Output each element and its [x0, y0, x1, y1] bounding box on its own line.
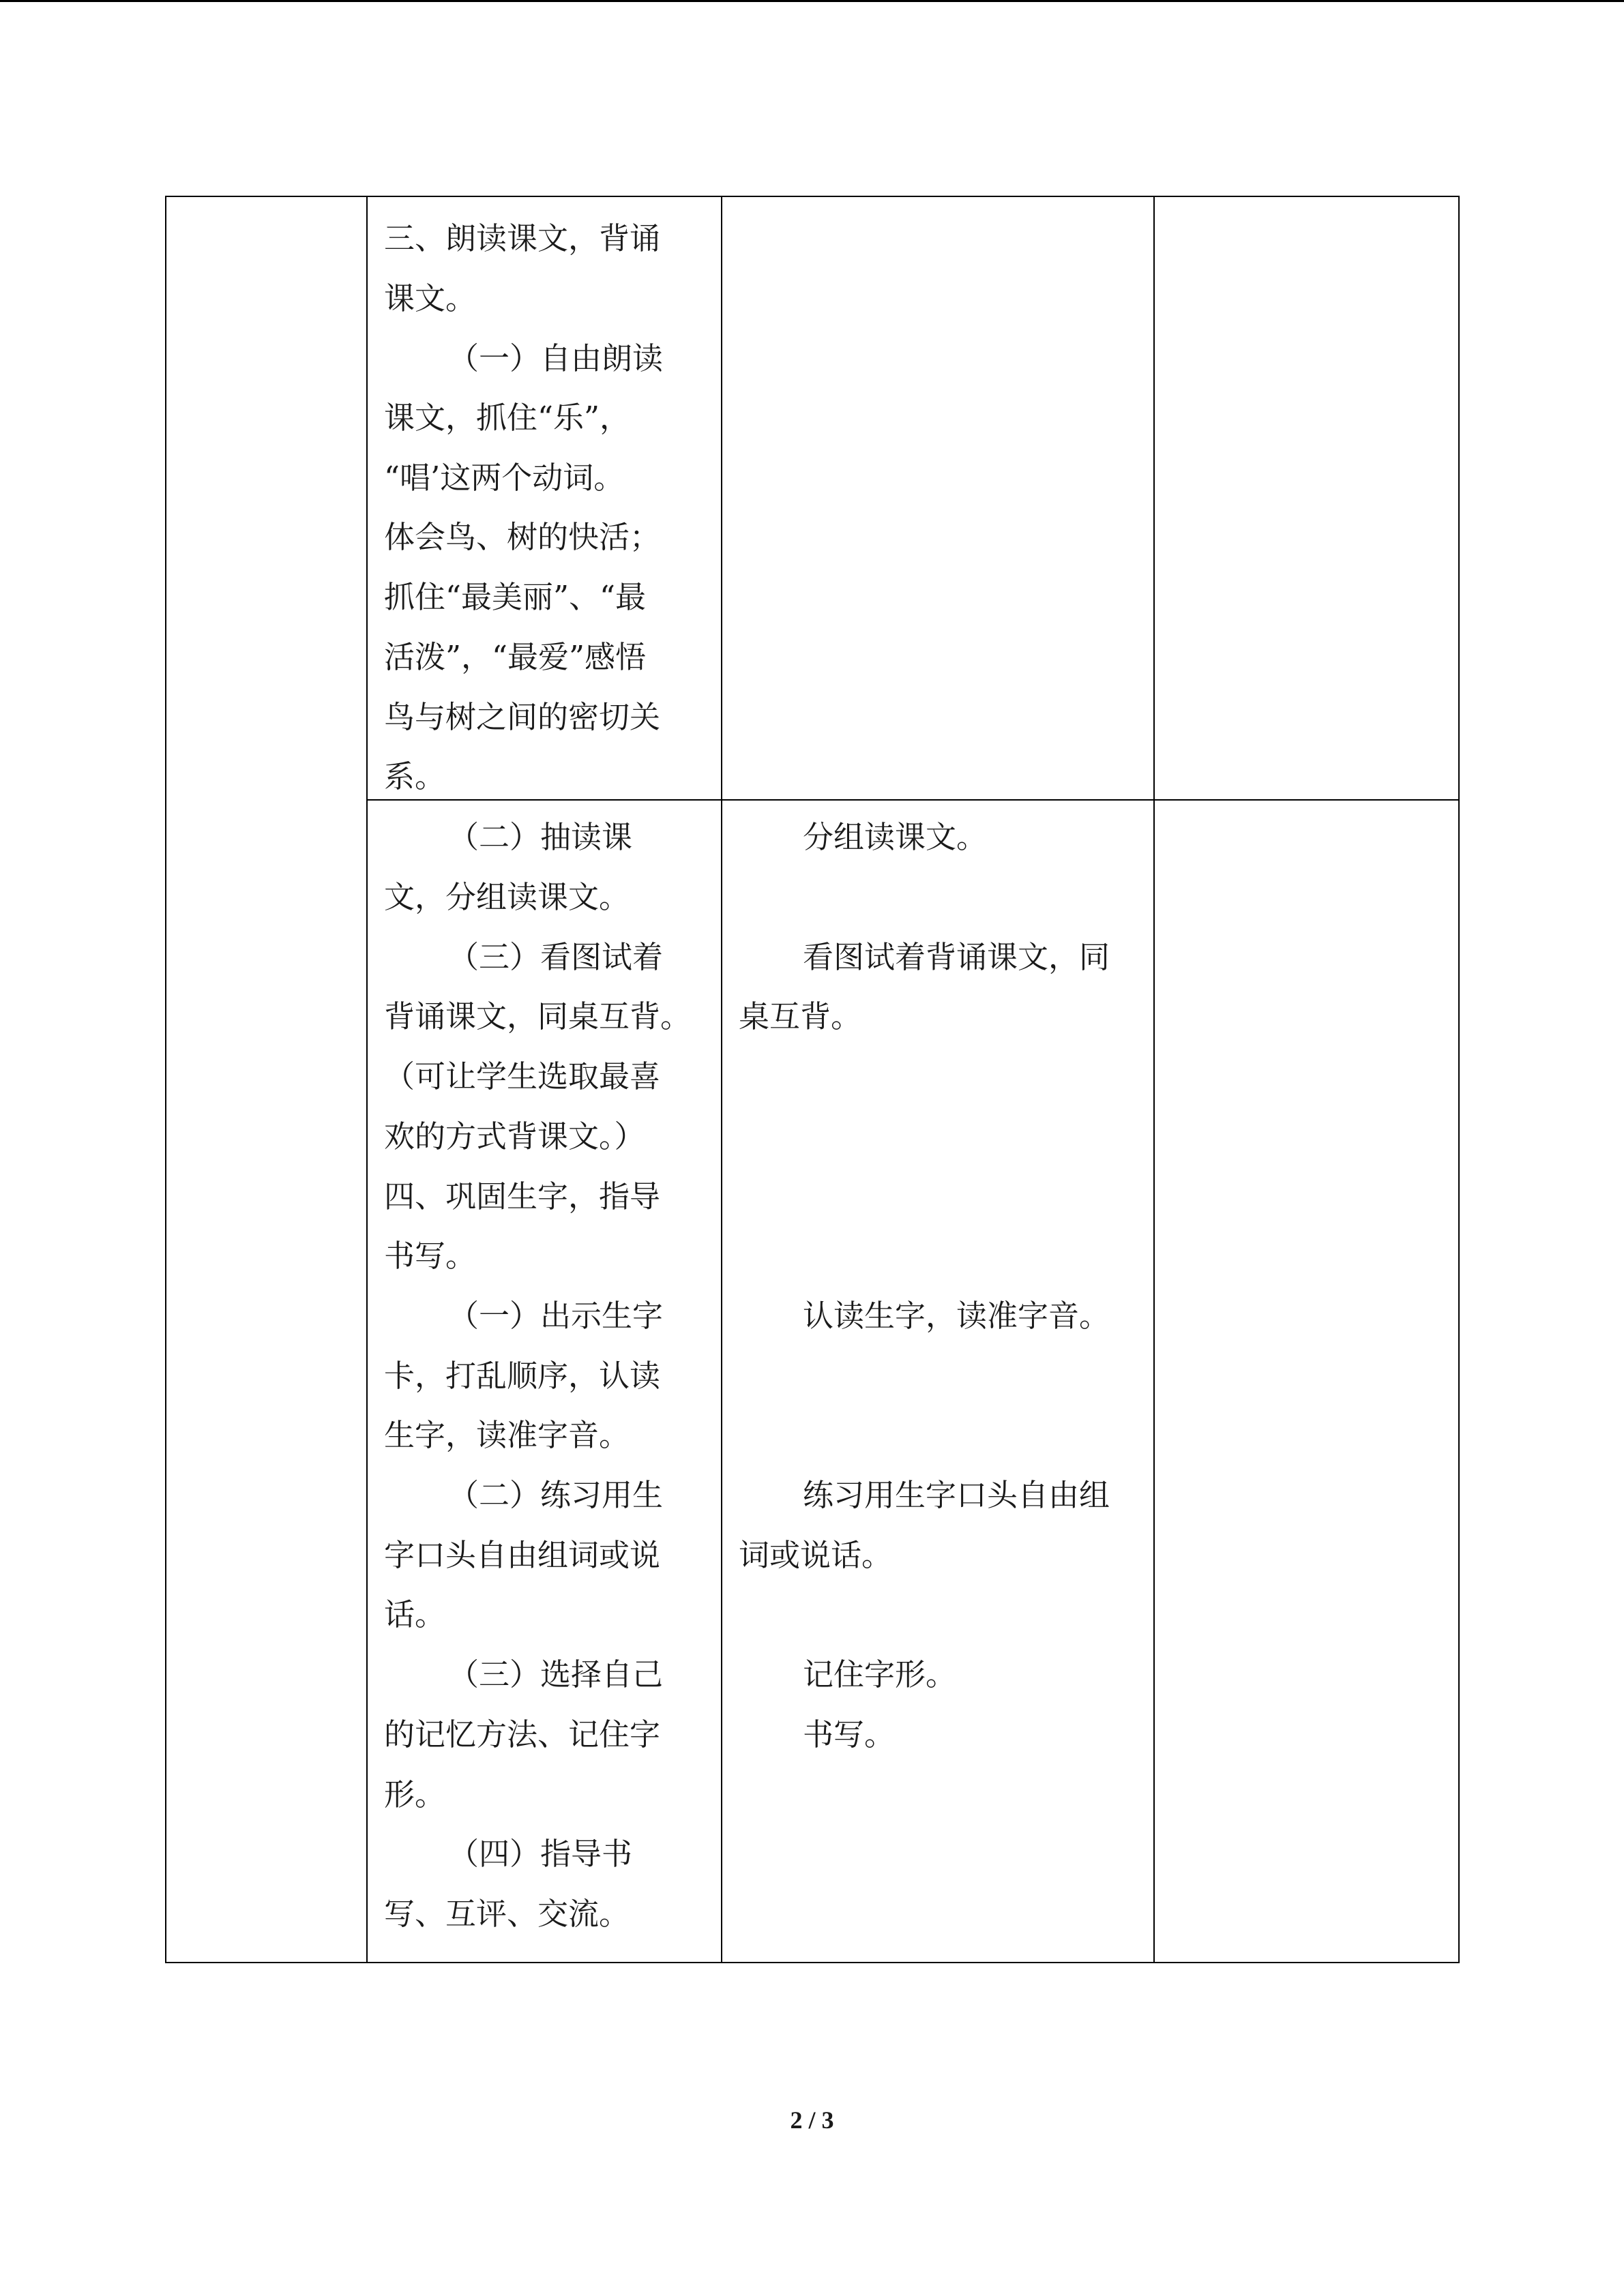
student-activity-line: 练习用生字口头自由组: [803, 1477, 1110, 1513]
student-activity-line: 词或说话。: [739, 1537, 893, 1573]
teacher-activity-line: 体会鸟、树的快活；: [384, 519, 661, 555]
teacher-activity-line: 生字，读准字音。: [384, 1417, 630, 1453]
student-activity-line: 认读生字，读准字音。: [803, 1298, 1110, 1334]
table-column-divider: [366, 197, 368, 1962]
teacher-activity-line: 背诵课文，同桌互背。: [384, 998, 692, 1034]
teacher-activity-line: （二）练习用生: [448, 1477, 664, 1513]
page-number: 2 / 3: [790, 2106, 834, 2134]
teacher-activity-line: （三）看图试着: [448, 939, 664, 975]
student-activity-line: 看图试着背诵课文，同: [803, 939, 1110, 975]
teacher-activity-line: 的记忆方法、记住字: [384, 1716, 661, 1753]
teacher-activity-line: 课文。: [384, 280, 477, 316]
teacher-activity-line: 系。: [384, 758, 446, 794]
teacher-activity-line: 书写。: [384, 1238, 477, 1274]
table-row-divider: [366, 799, 1458, 801]
teacher-activity-line: （一）自由朗读: [448, 340, 664, 376]
teacher-activity-line: 形。: [384, 1776, 446, 1813]
teacher-activity-line: 欢的方式背课文。）: [384, 1118, 645, 1154]
teacher-activity-line: （二）抽读课: [448, 819, 633, 855]
student-activity-line: 分组读课文。: [803, 819, 988, 855]
student-activity-line: 桌互背。: [739, 998, 862, 1034]
teacher-activity-line: 三、朗读课文，背诵: [384, 220, 661, 256]
teacher-activity-line: 抓住“最美丽”、“最: [384, 579, 647, 615]
teacher-activity-line: 活泼”，“最爱”感悟: [384, 639, 647, 675]
lesson-plan-table: [165, 196, 1460, 1963]
student-activity-line: 书写。: [803, 1716, 896, 1753]
teacher-activity-line: 四、巩固生字，指导: [384, 1178, 661, 1214]
teacher-activity-line: 文，分组读课文。: [384, 879, 630, 915]
teacher-activity-line: 鸟与树之间的密切关: [384, 699, 661, 735]
teacher-activity-line: 写、互评、交流。: [384, 1896, 630, 1932]
teacher-activity-line: “唱’这两个动词。: [384, 460, 625, 496]
teacher-activity-line: （一）出示生字: [448, 1298, 664, 1334]
table-column-divider: [1153, 197, 1155, 1962]
teacher-activity-line: （三）选择自己: [448, 1656, 664, 1693]
teacher-activity-line: 字口头自由组词或说: [384, 1537, 661, 1573]
teacher-activity-line: 话。: [384, 1596, 446, 1632]
teacher-activity-line: 卡，打乱顺序，认读: [384, 1358, 661, 1394]
table-column-divider: [721, 197, 722, 1962]
student-activity-line: 记住字形。: [803, 1656, 957, 1693]
page-top-rule: [0, 0, 1624, 2]
teacher-activity-line: 课文，抓住“乐”，: [384, 400, 631, 436]
teacher-activity-line: （可让学生选取最喜: [384, 1058, 661, 1094]
teacher-activity-line: （四）指导书: [448, 1836, 633, 1872]
